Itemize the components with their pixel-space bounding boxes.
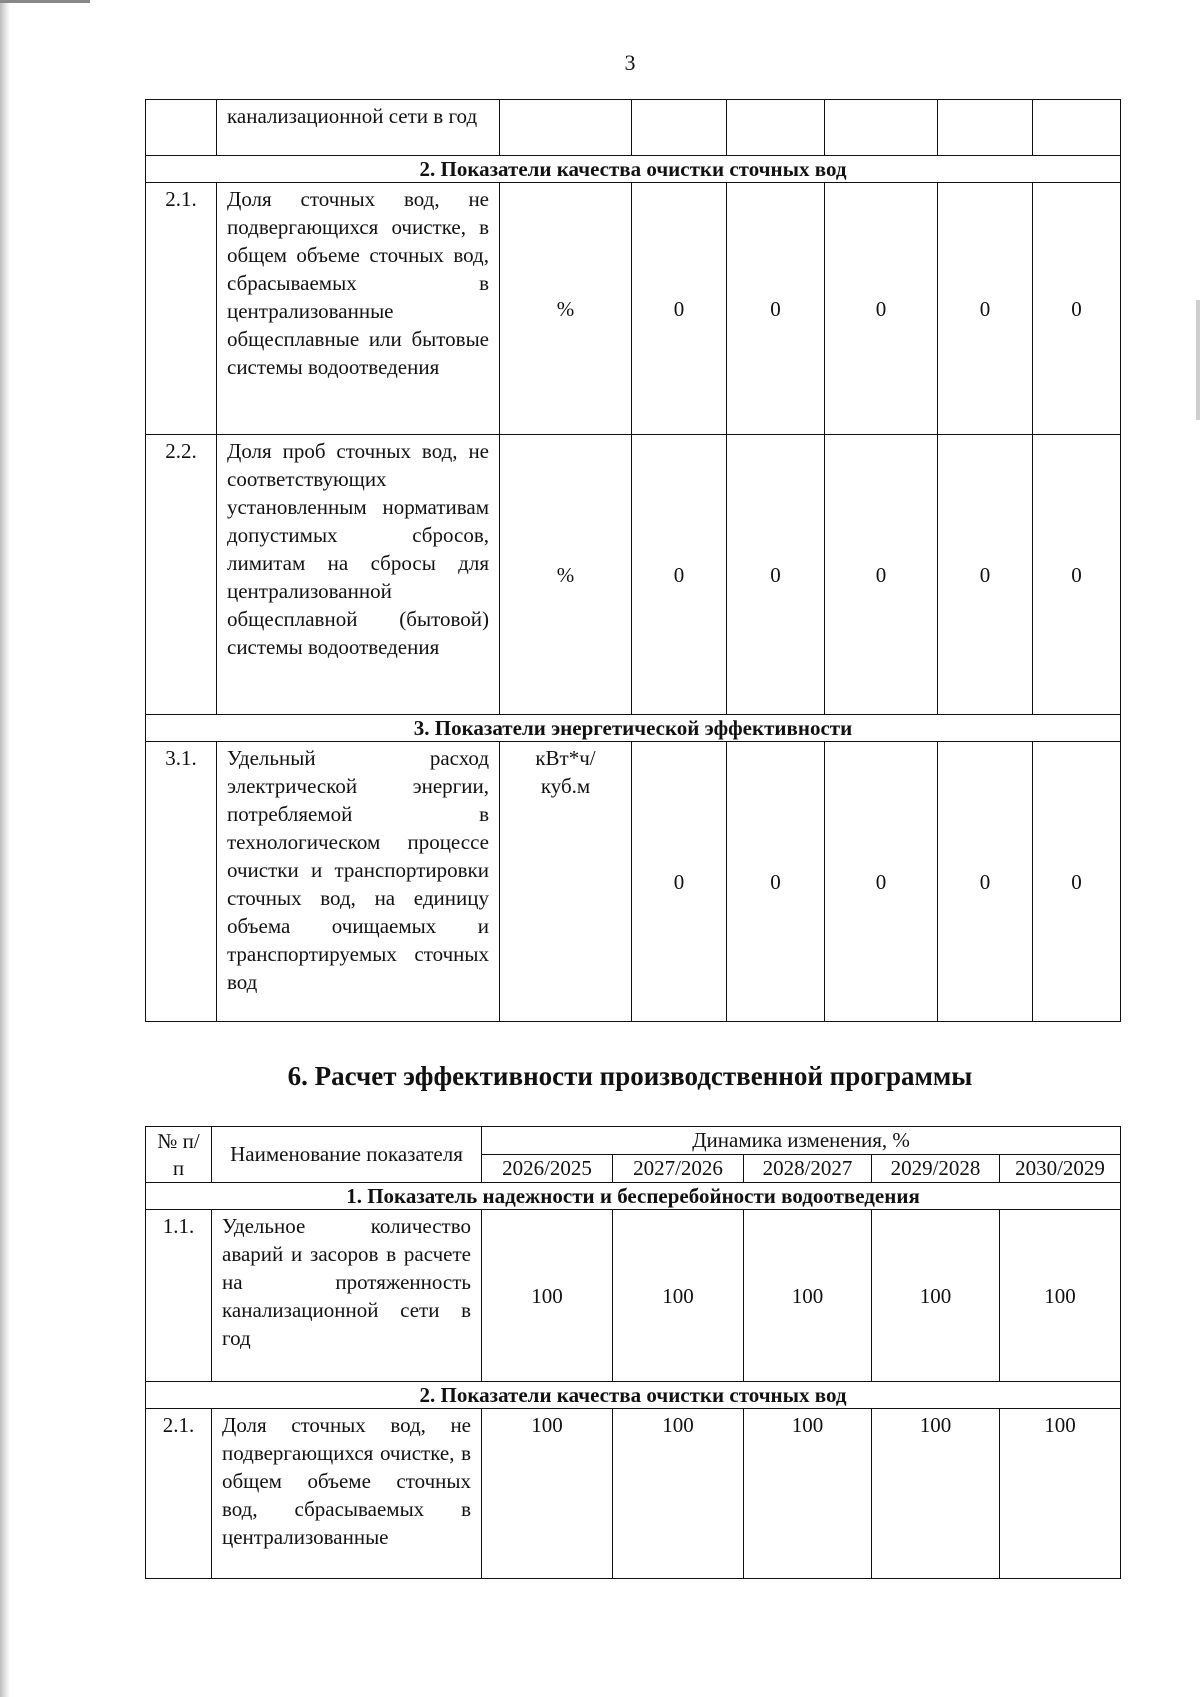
section-title: 2. Показатели качества очистки сточных вод: [146, 156, 1121, 183]
value-cell: 100: [744, 1409, 872, 1579]
value-cell: 0: [1033, 742, 1121, 1022]
value-cell: 100: [1000, 1210, 1121, 1382]
value-cell: 100: [613, 1409, 744, 1579]
indicator-name-cell: канализационной сети в год: [217, 100, 500, 156]
row-number-cell: [146, 100, 217, 156]
section-row: [146, 1183, 1121, 1210]
efficiency-table: [145, 1126, 1121, 1579]
section-row: [146, 156, 1121, 183]
value-cell: 100: [1000, 1409, 1121, 1579]
header-year: 2029/2028: [872, 1155, 1000, 1183]
value-cell: 0: [938, 435, 1033, 715]
indicators-table: [145, 99, 1121, 1022]
header-row: [146, 1127, 1121, 1155]
table-row: [146, 183, 1121, 435]
value-cell: 100: [872, 1210, 1000, 1382]
value-cell: 0: [825, 435, 938, 715]
value-cell: 0: [727, 183, 825, 435]
value-cell: 0: [1033, 183, 1121, 435]
value-cell: 100: [744, 1210, 872, 1382]
header-year: 2030/2029: [1000, 1155, 1121, 1183]
unit-cell: кВт*ч/ куб.м: [500, 742, 632, 1022]
value-cell: 0: [825, 183, 938, 435]
value-cell: 0: [825, 742, 938, 1022]
value-cell: 100: [613, 1210, 744, 1382]
value-cell: 0: [727, 742, 825, 1022]
table-row: [146, 1210, 1121, 1382]
header-year: 2027/2026: [613, 1155, 744, 1183]
section-title: 3. Показатели энергетической эффективности: [146, 715, 1121, 742]
header-year: 2028/2027: [744, 1155, 872, 1183]
indicator-name-cell: Удельный расход электрической энергии, потребляемой в технологическом процессе очистки и транспортировки сточных вод, на единицу объема очищаемых и транспортируемых сточных вод: [217, 742, 500, 1022]
section-title: 1. Показатель надежности и бесперебойности водоотведения: [146, 1183, 1121, 1210]
section-title: 2. Показатели качества очистки сточных вод: [146, 1382, 1121, 1409]
value-cell: 0: [727, 435, 825, 715]
indicator-name-cell: Удельное количество аварий и засоров в расчете на протяженность канализационной сети в год: [212, 1210, 482, 1382]
header-indicator-name: Наименование показателя: [212, 1127, 482, 1183]
indicator-name-cell: Доля сточных вод, не подвергающихся очистке, в общем объеме сточных вод, сбрасываемых в централизованные: [212, 1409, 482, 1579]
value-cell: [1033, 100, 1121, 156]
scan-left-edge: [0, 0, 10, 1697]
value-cell: 100: [872, 1409, 1000, 1579]
value-cell: 0: [1033, 435, 1121, 715]
value-cell: 0: [938, 183, 1033, 435]
value-cell: 0: [632, 183, 727, 435]
unit-cell: [500, 100, 632, 156]
value-cell: 100: [482, 1210, 613, 1382]
row-number-cell: 2.1.: [146, 1409, 212, 1579]
value-cell: 0: [632, 742, 727, 1022]
section-row: [146, 715, 1121, 742]
value-cell: [825, 100, 938, 156]
value-cell: 0: [632, 435, 727, 715]
unit-cell: %: [500, 435, 632, 715]
scan-top-mark: [0, 0, 90, 3]
section-row: [146, 1382, 1121, 1409]
header-number: № п/п: [146, 1127, 212, 1183]
value-cell: [727, 100, 825, 156]
row-number-cell: 2.2.: [146, 435, 217, 715]
unit-cell: %: [500, 183, 632, 435]
value-cell: 100: [482, 1409, 613, 1579]
indicator-name-cell: Доля проб сточных вод, не соответствующих установленным нормативам допустимых сбросов, лимитам на сбросы для централизованной общесплавной (бытовой) системы водоотведения: [217, 435, 500, 715]
scan-right-mark: [1196, 300, 1200, 420]
row-number-cell: 1.1.: [146, 1210, 212, 1382]
table-row: [146, 1409, 1121, 1579]
table-row: [146, 100, 1121, 156]
header-dynamics: Динамика изменения, %: [482, 1127, 1121, 1155]
table-row: [146, 435, 1121, 715]
value-cell: [938, 100, 1033, 156]
row-number-cell: 3.1.: [146, 742, 217, 1022]
value-cell: 0: [938, 742, 1033, 1022]
indicator-name-cell: Доля сточных вод, не подвергающихся очистке, в общем объеме сточных вод, сбрасываемых в централизованные общесплавные или бытовые системы водоотведения: [217, 183, 500, 435]
row-number-cell: 2.1.: [146, 183, 217, 435]
section-heading: 6. Расчет эффективности производственной программы: [287, 1061, 973, 1091]
header-year: 2026/2025: [482, 1155, 613, 1183]
value-cell: [632, 100, 727, 156]
page-number: 3: [624, 50, 636, 75]
table-row: [146, 742, 1121, 1022]
